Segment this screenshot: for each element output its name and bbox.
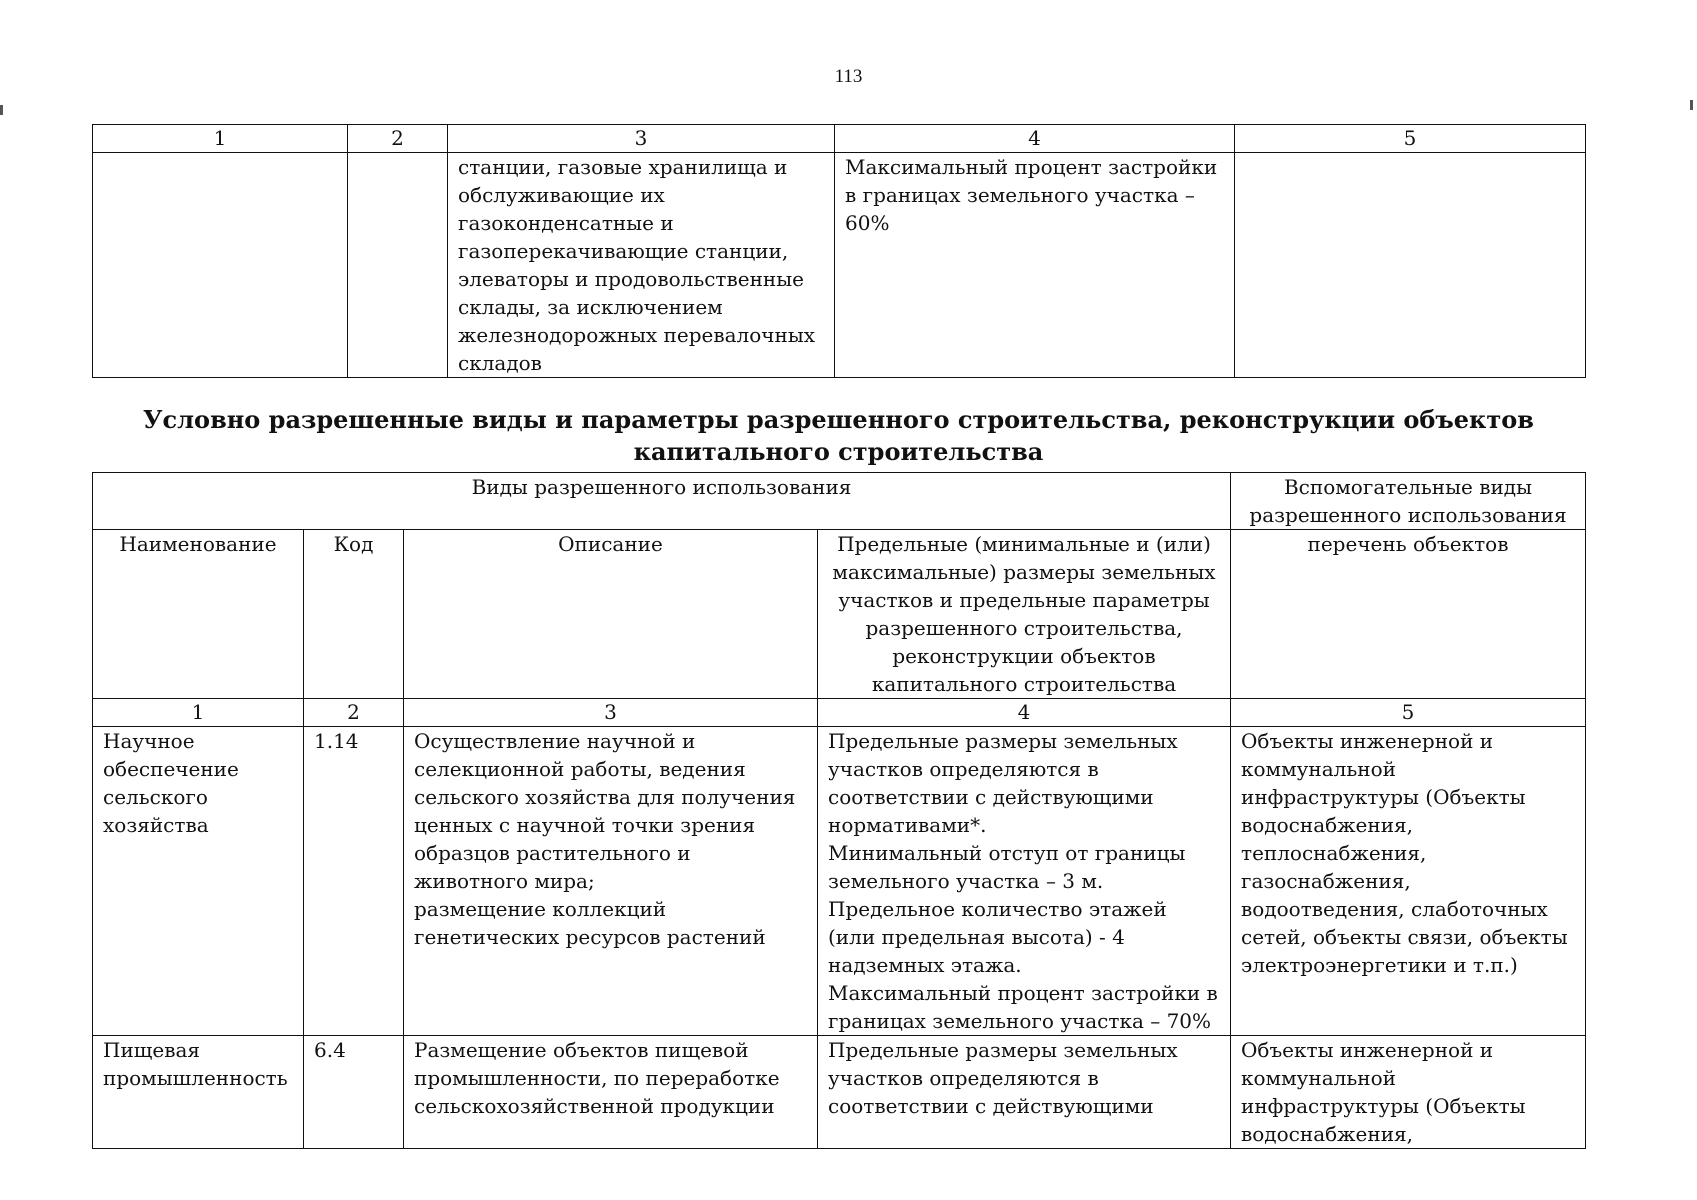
- cell-name: Пищевая промышленность: [93, 1036, 304, 1149]
- table-row: [93, 153, 1586, 378]
- cell-aux: Объекты инженерной и коммунальной инфраструктуры (Объекты водоснабжения, теплоснабжения, газоснабжения, водоотведения, слаботочных сетей, объекты связи, объекты электроэнергетики и т.п.): [1231, 727, 1586, 1036]
- column-number: 1: [93, 125, 348, 153]
- cell-params: Максимальный процент застройки в границах земельного участка – 60%: [835, 153, 1235, 378]
- cell-description: [404, 727, 818, 1036]
- header-objects-list: перечень объектов: [1231, 530, 1586, 699]
- description-paragraph: размещение коллекций генетических ресурсов растений: [414, 897, 766, 949]
- cell-params: Предельные размеры земельных участков определяются в соответствии с действующими: [818, 1036, 1231, 1149]
- header-name: Наименование: [93, 530, 304, 699]
- page-number: 113: [834, 66, 863, 87]
- scan-edge-mark: [0, 105, 3, 115]
- description-paragraph: Осуществление научной и селекционной работы, ведения сельского хозяйства для получения ценных с научной точки зрения образцов растительного и животного мира;: [414, 729, 796, 893]
- header-description: Описание: [404, 530, 818, 699]
- cell-description: станции, газовые хранилища и обслуживающие их газоконденсатные и газоперекачивающие станции, элеваторы и продовольственные склады, за исключением железнодорожных перевалочных складов: [448, 153, 835, 378]
- table-row: [93, 727, 1586, 1036]
- column-number: 4: [818, 699, 1231, 727]
- column-number: 3: [448, 125, 835, 153]
- conditional-uses-table: [92, 472, 1586, 1149]
- group-header-auxiliary: Вспомогательные виды разрешенного использования: [1231, 473, 1586, 530]
- column-number: 5: [1231, 699, 1586, 727]
- params-paragraph: Минимальный отступ от границы земельного участка – 3 м.: [828, 841, 1186, 893]
- cell-name: Научное обеспечение сельского хозяйства: [93, 727, 304, 1036]
- group-header-row: [93, 473, 1586, 530]
- column-number: 5: [1235, 125, 1586, 153]
- cell-name: [93, 153, 348, 378]
- column-header-row: [93, 530, 1586, 699]
- column-number: 4: [835, 125, 1235, 153]
- cell-code: 1.14: [304, 727, 404, 1036]
- section-title: Условно разрешенные виды и параметры разрешенного строительства, реконструкции объектов капитального строительства: [143, 405, 1534, 466]
- header-params: Предельные (минимальные и (или) максимальные) размеры земельных участков и предельные параметры разрешенного строительства, реконструкции объектов капитального строительства: [818, 530, 1231, 699]
- continuation-table: [92, 124, 1586, 378]
- cell-description: Размещение объектов пищевой промышленности, по переработке сельскохозяйственной продукции: [404, 1036, 818, 1149]
- cell-code: [348, 153, 448, 378]
- cell-aux: Объекты инженерной и коммунальной инфраструктуры (Объекты водоснабжения,: [1231, 1036, 1586, 1149]
- params-paragraph: Максимальный процент застройки в границах земельного участка – 70%: [828, 981, 1218, 1033]
- table-header-row: [93, 125, 1586, 153]
- params-paragraph: Предельные размеры земельных участков определяются в соответствии с действующими нормативами*.: [828, 729, 1178, 837]
- column-number-row: [93, 699, 1586, 727]
- column-number: 2: [304, 699, 404, 727]
- cell-params: [818, 727, 1231, 1036]
- group-header-uses: Виды разрешенного использования: [93, 473, 1231, 530]
- scan-edge-mark: [1690, 100, 1693, 110]
- column-number: 2: [348, 125, 448, 153]
- column-number: 3: [404, 699, 818, 727]
- cell-code: 6.4: [304, 1036, 404, 1149]
- params-paragraph: Предельное количество этажей (или предельная высота) - 4 надземных этажа.: [828, 897, 1167, 977]
- column-number: 1: [93, 699, 304, 727]
- table-row: [93, 1036, 1586, 1149]
- header-code: Код: [304, 530, 404, 699]
- cell-aux: [1235, 153, 1586, 378]
